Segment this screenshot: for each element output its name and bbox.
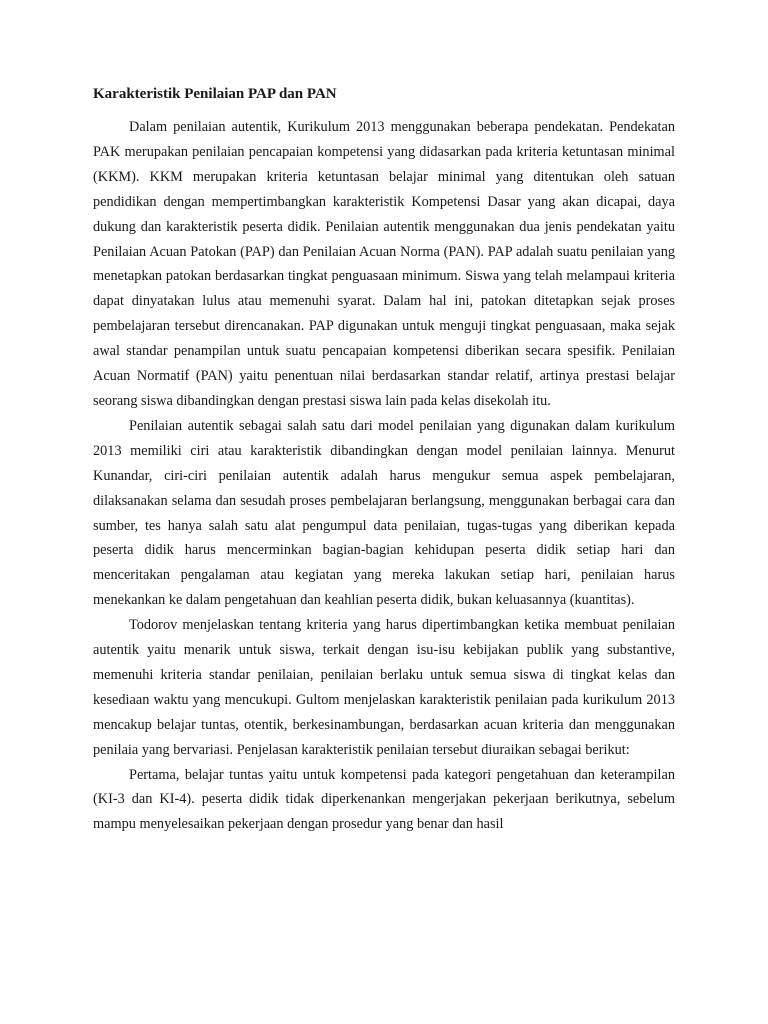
document-title: Karakteristik Penilaian PAP dan PAN	[93, 86, 337, 102]
paragraph-2: Penilaian autentik sebagai salah satu dari model penilaian yang digunakan dalam kurikulum 2013 memiliki ciri atau karakteristik dibandingkan dengan model penilaian lainnya. Menurut Kunandar, ciri-ciri penilaian autentik adalah harus mengukur semua aspek pembelajaran, dilaksanakan selama dan sesudah proses pembelajaran berlangsung, menggunakan berbagai cara dan sumber, tes hanya salah satu alat pengumpul data penilaian, tugas-tugas yang diberikan kepada peserta didik harus mencerminkan bagian-bagian kehidupan peserta didik setiap hari dan menceritakan pengalaman atau kegiatan yang mereka lakukan setiap hari, penilaian harus menekankan ke dalam pengetahuan dan keahlian peserta didik, bukan keluasannya (kuantitas).	[93, 417, 675, 609]
paragraph-4: Pertama, belajar tuntas yaitu untuk kompetensi pada kategori pengetahuan dan keterampilan (KI-3 dan KI-4). peserta didik tidak diperkenankan mengerjakan pekerjaan berikutnya, sebelum mampu menyelesaikan pekerjaan dengan prosedur yang benar dan hasil	[93, 766, 675, 833]
document-page	[93, 84, 675, 837]
paragraph-1: Dalam penilaian autentik, Kurikulum 2013 menggunakan beberapa pendekatan. Pendekatan PAK merupakan penilaian pencapaian kompetensi yang didasarkan pada kriteria ketuntasan minimal (KKM). KKM merupakan kriteria ketuntasan belajar minimal yang ditentukan oleh satuan pendidikan dengan mempertimbangkan karakteristik Kompetensi Dasar yang akan dicapai, daya dukung dan karakteristik peserta didik. Penilaian autentik menggunakan dua jenis pendekatan yaitu Penilaian Acuan Patokan (PAP) dan Penilaian Acuan Norma (PAN). PAP adalah suatu penilaian yang menetapkan patokan berdasarkan tingkat penguasaan minimum. Siswa yang telah melampaui kriteria dapat dinyatakan lulus atau memenuhi syarat. Dalam hal ini, patokan ditetapkan sejak proses pembelajaran tersebut direncanakan. PAP digunakan untuk menguji tingkat penguasaan, maka sejak awal standar penampilan untuk suatu pencapaian kompetensi diberikan secara spesifik. Penilaian Acuan Normatif (PAN) yaitu penentuan nilai berdasarkan standar relatif, artinya prestasi belajar seorang siswa dibandingkan dengan prestasi siswa lain pada kelas disekolah itu.	[93, 119, 675, 409]
paragraph-3: Todorov menjelaskan tentang kriteria yang harus dipertimbangkan ketika membuat penilaian autentik yaitu menarik untuk siswa, terkait dengan isu-isu kebijakan publik yang substantive, memenuhi kriteria standar penilaian, penilaian berlaku untuk semua siswa di tingkat kelas dan kesediaan waktu yang mencukupi. Gultom menjelaskan karakteristik penilaian pada kurikulum 2013 mencakup belajar tuntas, otentik, berkesinambungan, berdasarkan acuan kriteria dan menggunakan penilaia yang bervariasi. Penjelasan karakteristik penilaian tersebut diuraikan sebagai berikut:	[93, 617, 675, 758]
